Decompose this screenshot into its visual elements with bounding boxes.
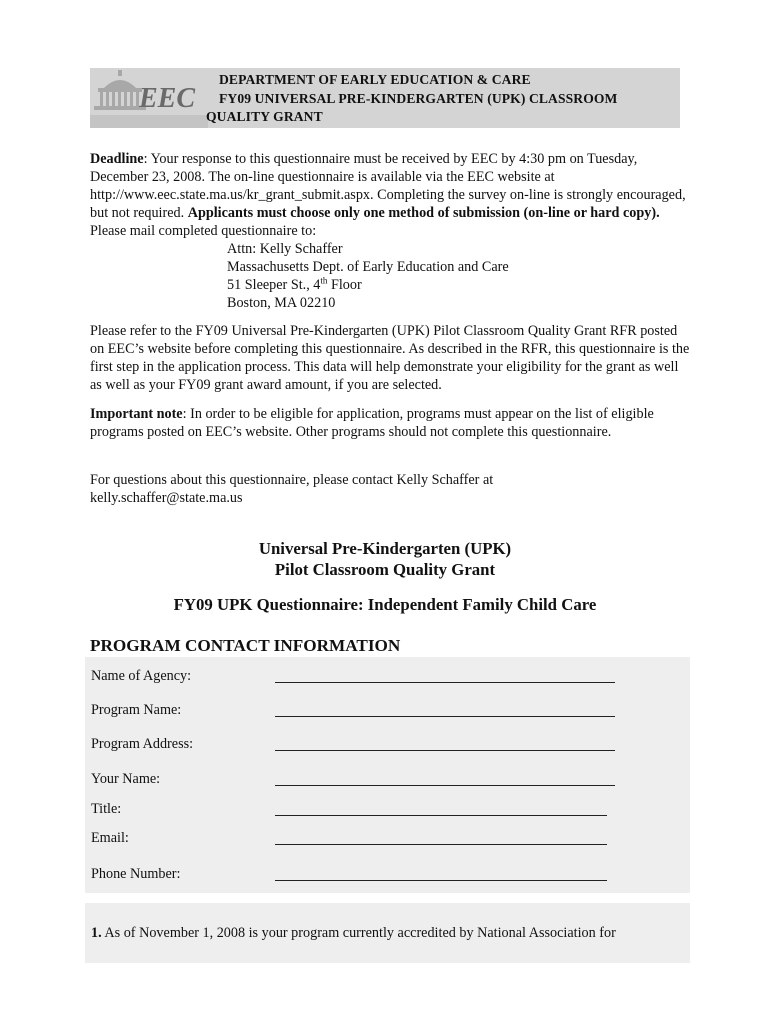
important-note-text: : In order to be eligible for application, programs must appear on the list of eligible programs posted on EEC’s website. Other programs should not complete this questionnaire. — [90, 406, 654, 440]
phone-number-field[interactable] — [275, 866, 607, 881]
mail-instruction: Please mail completed questionnaire to: — [90, 223, 317, 239]
field-label-phone: Phone Number: — [91, 866, 181, 882]
field-label-email: Email: — [91, 830, 129, 846]
deadline-label: Deadline — [90, 151, 144, 167]
important-note-paragraph — [90, 405, 690, 441]
section-title-program-contact: PROGRAM CONTACT INFORMATION — [90, 636, 401, 655]
header-line-3: QUALITY GRANT — [206, 109, 323, 124]
question-number: 1. — [91, 925, 102, 941]
deadline-paragraph — [90, 150, 690, 312]
program-address-field[interactable] — [275, 736, 615, 751]
header-line-1: DEPARTMENT OF EARLY EDUCATION & CARE — [219, 72, 531, 87]
address-city: Boston, MA 02210 — [227, 295, 336, 311]
question-1-prompt: As of November 1, 2008 is your program currently accredited by National Association for — [101, 925, 616, 941]
questions-contact-paragraph — [90, 471, 690, 507]
program-name-field[interactable] — [275, 702, 615, 717]
question-1-text — [91, 925, 616, 942]
submission-method-note: Applicants must choose only one method of submission (on-line or hard copy). — [187, 205, 660, 221]
header-title — [208, 71, 678, 127]
field-label-agency: Name of Agency: — [91, 668, 192, 684]
important-note-label: Important note — [90, 406, 183, 422]
questions-contact-line: For questions about this questionnaire, please contact Kelly Schaffer at — [90, 472, 494, 488]
grant-title: Pilot Classroom Quality Grant — [274, 560, 496, 579]
header-line-2: FY09 UNIVERSAL PRE-KINDERGARTEN (UPK) CLASSROOM — [219, 90, 618, 106]
deadline-text: : Your response to this questionnaire must be received by EEC by 4:30 pm on Tuesday, December 23, 2008. The on-line questionnaire is available via the EEC website at http://www.eec.state.ma.us/kr_grant_submit.aspx. Completing the survey on-line is strongly encouraged, but not required. — [90, 151, 686, 221]
questionnaire-title: FY09 UPK Questionnaire: Independent Family Child Care — [173, 595, 597, 614]
refer-paragraph: Please refer to the FY09 Universal Pre-Kindergarten (UPK) Pilot Classroom Quality Grant RFR posted on EEC’s website before completing this questionnaire. As described in the RFR, this questionnaire is the first step in the application process. This data will help demonstrate your eligibility for the grant as well as well as your FY09 grant award amount, if you are selected. — [90, 323, 690, 393]
your-name-field[interactable] — [275, 771, 615, 786]
state-house-dome-icon — [90, 68, 208, 128]
field-label-program-address: Program Address: — [91, 736, 194, 752]
field-label-your-name: Your Name: — [91, 771, 161, 787]
mailing-address — [90, 240, 690, 312]
eec-logo — [90, 68, 208, 128]
field-label-title: Title: — [91, 801, 122, 817]
address-attn: Attn: Kelly Schaffer — [227, 241, 343, 257]
field-label-program-name: Program Name: — [91, 702, 182, 718]
agency-name-field[interactable] — [275, 668, 615, 683]
upk-title: Universal Pre-Kindergarten (UPK) — [258, 539, 512, 558]
address-org: Massachusetts Dept. of Early Education and Care — [227, 259, 509, 275]
header-banner — [90, 68, 680, 128]
email-field[interactable] — [275, 830, 607, 845]
contact-email: kelly.schaffer@state.ma.us — [90, 490, 243, 506]
title-field[interactable] — [275, 801, 607, 816]
address-street: 51 Sleeper St., 4th Floor — [227, 275, 362, 293]
svg-text:EEC: EEC — [139, 83, 196, 114]
